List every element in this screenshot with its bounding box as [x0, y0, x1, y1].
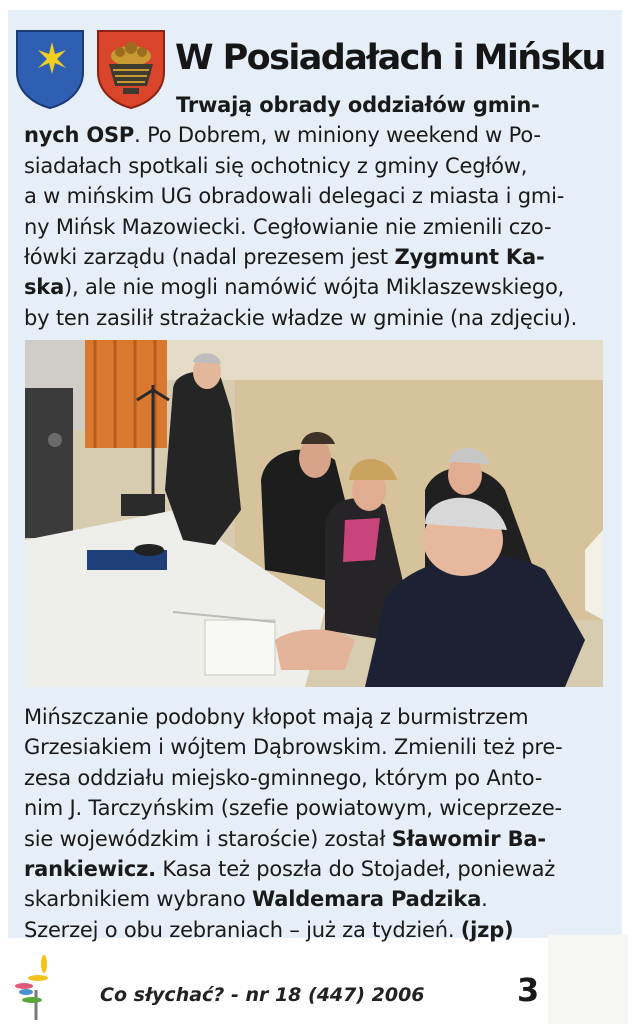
intro-line: ska), ale nie mogli namówić wójta Miklaszewskiego, [24, 275, 565, 300]
torn-paper-corner [548, 935, 628, 1024]
body-line: nim J. Tarczyńskim (szefie powiatowym, wiceprzeze- [24, 796, 562, 821]
intro-line: ny Mińsk Mazowiecki. Cegłowianie nie zmienili czo- [24, 214, 552, 239]
body-paragraph [24, 702, 562, 945]
body-line: Mińszczanie podobny kłopot mają z burmistrzem [24, 705, 529, 729]
body-line: rankiewicz. Kasa też poszła do Stojadeł, ponieważ [24, 856, 556, 881]
intro-line: by ten zasilił strażackie władze w gminie (na zdjęciu). [24, 305, 578, 330]
flower-logo-icon [14, 950, 54, 1020]
intro-line: łówki zarządu (nadal prezesem jest Zygmunt Ka- [24, 244, 545, 269]
intro-line: nych OSP. Po Dobrem, w miniony weekend w Po- [24, 123, 541, 148]
body-line: zesa oddziału miejsko-gminnego, którym po Anto- [24, 765, 543, 790]
intro-paragraph [24, 90, 577, 333]
publication-footer: Co słychać? - nr 18 (447) 2006 [100, 984, 425, 1006]
body-line: Szerzej o obu zebraniach – już za tydzień. (jzp) [24, 917, 514, 942]
meeting-photo [25, 340, 603, 687]
headline: W Posiadałach i Mińsku [175, 38, 605, 78]
body-line: skarbnikiem wybrano Waldemara Padzika. [24, 887, 488, 912]
page-number: 3 [517, 971, 540, 1009]
intro-line: Trwają obrady oddziałów gmin- [176, 93, 540, 117]
body-line: Grzesiakiem i wójtem Dąbrowskim. Zmienili też pre- [24, 735, 563, 760]
body-line: sie wojewódzkim i staroście) został Sławomir Ba- [24, 826, 546, 851]
intro-line: siadałach spotkali się ochotnicy z gminy Cegłów, [24, 153, 528, 178]
intro-line: a w mińskim UG obradowali delegaci z miasta i gmi- [24, 184, 565, 209]
